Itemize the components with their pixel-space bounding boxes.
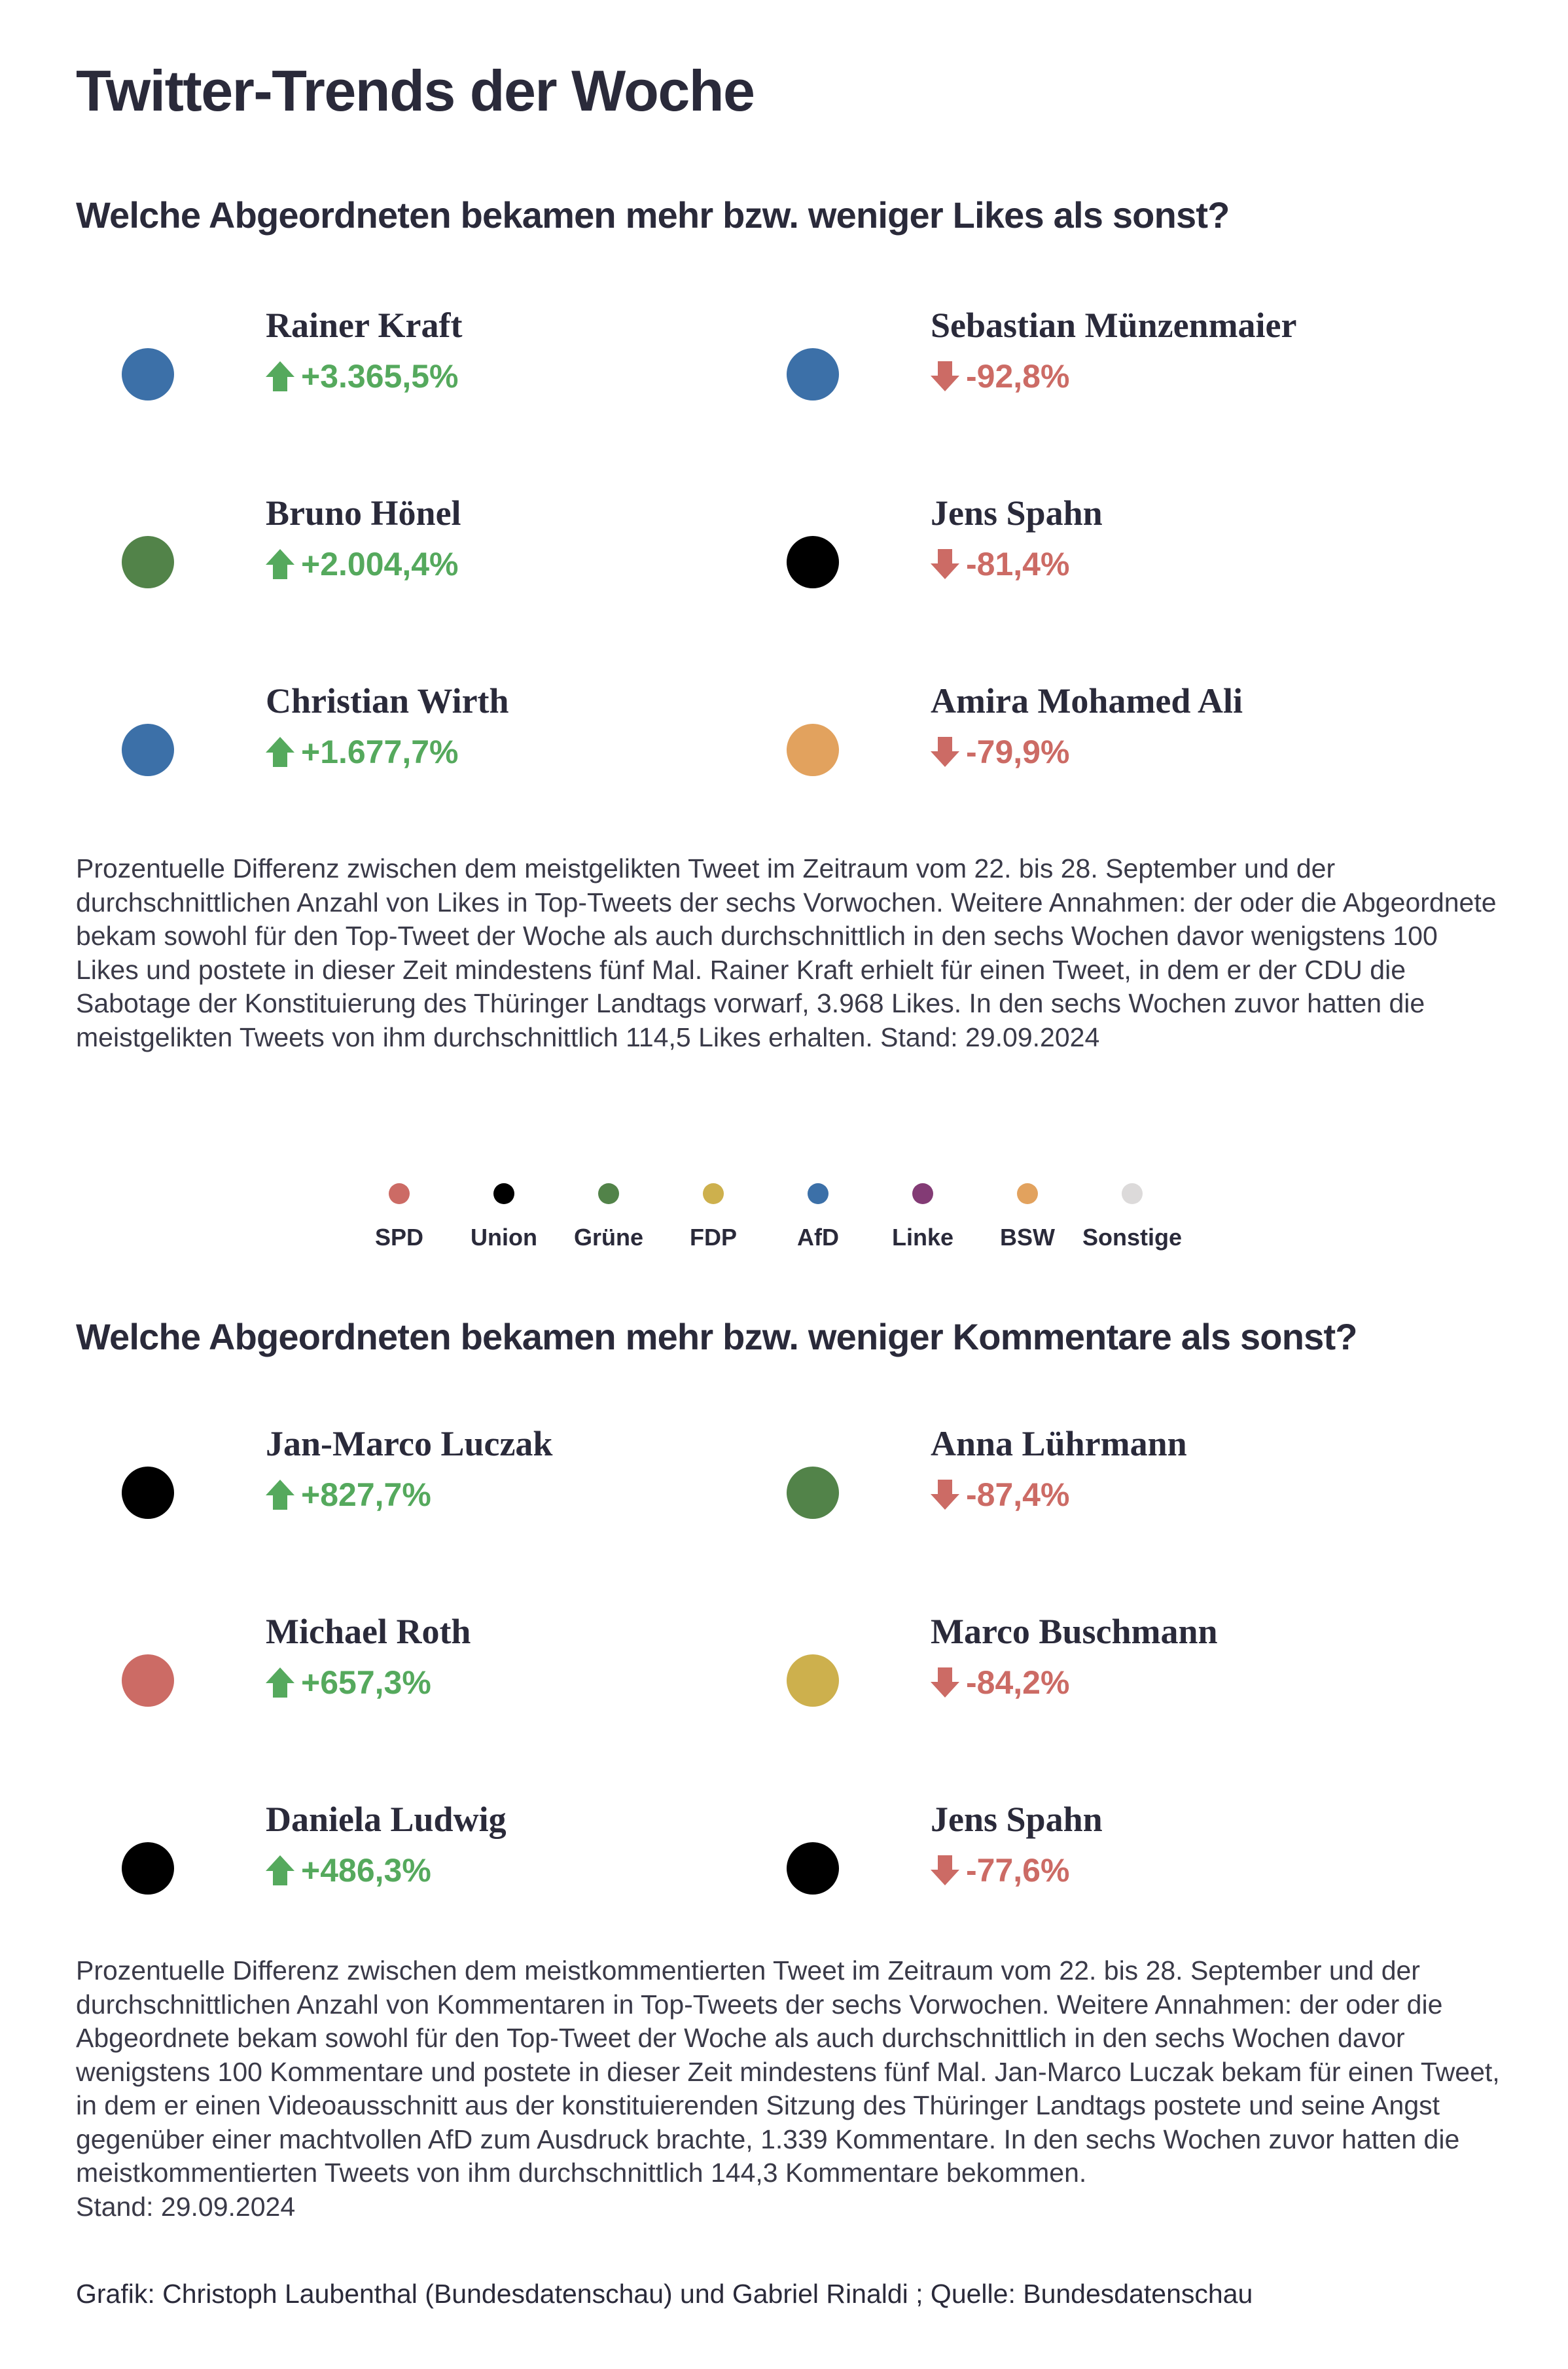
mp-name: Amira Mohamed Ali (931, 681, 1243, 721)
comments-footnote: Prozentuelle Differenz zwischen dem meistkommentierten Tweet im Zeitraum vom 22. bis 28. September und der durchschnittlichen Anzahl von Kommentaren in Top-Tweets der sechs Vorwochen. Weitere Annahmen: der oder die Abgeordnete bekam sowohl für den Top-Tweet der Woche als auch durchschnittlich in den sechs Wochen davor wenigstens 100 Kommentare und postete in dieser Zeit mindestens fünf Mal. Jan-Marco Luczak bekam für einen Tweet, in dem er einen Videoausschnitt aus der konstituierenden Sitzung des Thüringer Landtags postete und seine Angst gegenüber einer machtvollen AfD zum Ausdruck brachte, 1.339 Kommentare. In den sechs Wochen zuvor hatten die meistkommentierten Tweets von ihm durchschnittlich 144,3 Kommentare bekommen. Stand: 29.09.2024 (76, 1955, 1500, 2222)
party-dot-bsw (787, 724, 839, 776)
arrow-up-icon (266, 1480, 294, 1510)
party-dot-afd (122, 348, 174, 401)
arrow-down-icon (931, 1667, 959, 1698)
arrow-up-icon (266, 361, 294, 391)
arrow-up-icon (266, 1667, 294, 1698)
change-value: -79,9% (931, 733, 1069, 771)
page-title: Twitter-Trends der Woche (76, 58, 755, 123)
mp-name: Bruno Hönel (266, 493, 461, 533)
party-dot-union (787, 1842, 839, 1895)
change-value: +657,3% (266, 1664, 431, 1701)
change-value: -77,6% (931, 1851, 1069, 1889)
change-value: +2.004,4% (266, 545, 458, 583)
party-dot-gruene (787, 1467, 839, 1519)
comments-entry (76, 1611, 730, 1742)
legend-item-spd: SPD (347, 1183, 452, 1251)
arrow-down-icon (931, 1480, 959, 1510)
party-dot-union (787, 536, 839, 588)
legend-item-sonstige: Sonstige (1080, 1183, 1185, 1251)
party-dot-union (122, 1467, 174, 1519)
party-dot-gruene (122, 536, 174, 588)
mp-name: Jens Spahn (931, 493, 1103, 533)
legend-item-union: Union (452, 1183, 556, 1251)
mp-name: Daniela Ludwig (266, 1800, 507, 1839)
likes-entry (741, 681, 1395, 811)
change-value: -92,8% (931, 357, 1069, 395)
legend-item-linke: Linke (870, 1183, 975, 1251)
mp-name: Christian Wirth (266, 681, 509, 721)
mp-name: Marco Buschmann (931, 1612, 1218, 1651)
legend-item-afd: AfD (766, 1183, 870, 1251)
legend-dot (808, 1183, 829, 1204)
comments-entry (741, 1611, 1395, 1742)
arrow-down-icon (931, 361, 959, 391)
mp-name: Jens Spahn (931, 1800, 1103, 1839)
mp-name: Michael Roth (266, 1612, 471, 1651)
legend-item-bsw: BSW (975, 1183, 1080, 1251)
change-value: +486,3% (266, 1851, 431, 1889)
mp-name: Sebastian Münzenmaier (931, 306, 1297, 345)
change-value: +3.365,5% (266, 357, 458, 395)
arrow-up-icon (266, 1855, 294, 1885)
legend-dot (598, 1183, 619, 1204)
comments-entry (741, 1799, 1395, 1930)
arrow-up-icon (266, 549, 294, 579)
legend-item-fdp: FDP (661, 1183, 766, 1251)
party-dot-afd (122, 724, 174, 776)
source-credit: Grafik: Christoph Laubenthal (Bundesdatenschau) und Gabriel Rinaldi ; Quelle: Bundesdatenschau (76, 2279, 1253, 2309)
arrow-down-icon (931, 737, 959, 767)
comments-entry (741, 1423, 1395, 1554)
party-dot-spd (122, 1654, 174, 1707)
likes-footnote: Prozentuelle Differenz zwischen dem meistgelikten Tweet im Zeitraum vom 22. bis 28. September und der durchschnittlichen Anzahl von Likes in Top-Tweets der sechs Vorwochen. Weitere Annahmen: der oder die Abgeordnete bekam sowohl für den Top-Tweet der Woche als auch durchschnittlich in den sechs Wochen davor wenigstens 100 Likes und postete in dieser Zeit mindestens fünf Mal. Rainer Kraft erhielt für einen Tweet, in dem er der CDU die Sabotage der Konstituierung des Thüringer Landtags vorwarf, 3.968 Likes. In den sechs Wochen zuvor hatten die meistgelikten Tweets von ihm durchschnittlich 114,5 Likes erhalten. Stand: 29.09.2024 (76, 853, 1497, 1052)
legend-item-gruene: Grüne (556, 1183, 661, 1251)
change-value: +1.677,7% (266, 733, 458, 771)
comments-entry (76, 1799, 730, 1930)
arrow-up-icon (266, 737, 294, 767)
arrow-down-icon (931, 1855, 959, 1885)
party-dot-union (122, 1842, 174, 1895)
legend-dot (1122, 1183, 1143, 1204)
likes-entry (76, 493, 730, 624)
likes-heading: Welche Abgeordneten bekamen mehr bzw. weniger Likes als sonst? (76, 194, 1230, 236)
comments-heading: Welche Abgeordneten bekamen mehr bzw. weniger Kommentare als sonst? (76, 1316, 1357, 1357)
change-value: -87,4% (931, 1476, 1069, 1514)
mp-name: Rainer Kraft (266, 306, 463, 345)
mp-name: Jan-Marco Luczak (266, 1424, 553, 1463)
party-dot-fdp (787, 1654, 839, 1707)
likes-entry (76, 305, 730, 436)
change-value: -81,4% (931, 545, 1069, 583)
likes-entry (741, 305, 1395, 436)
change-value: -84,2% (931, 1664, 1069, 1701)
legend-dot (493, 1183, 514, 1204)
comments-entry (76, 1423, 730, 1554)
likes-entry (76, 681, 730, 811)
arrow-down-icon (931, 549, 959, 579)
legend-dot (912, 1183, 933, 1204)
legend-dot (1017, 1183, 1038, 1204)
legend-dot (703, 1183, 724, 1204)
likes-entry (741, 493, 1395, 624)
change-value: +827,7% (266, 1476, 431, 1514)
mp-name: Anna Lührmann (931, 1424, 1187, 1463)
legend-dot (389, 1183, 410, 1204)
party-dot-afd (787, 348, 839, 401)
